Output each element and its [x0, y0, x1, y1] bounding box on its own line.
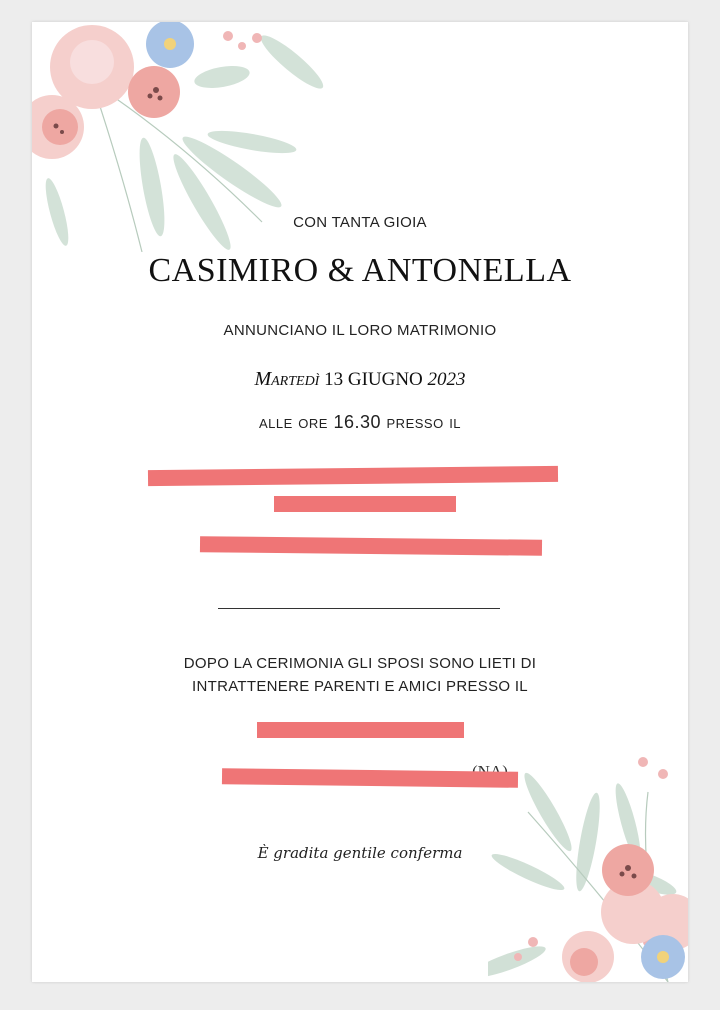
intro-text: CON TANTA GIOIA [293, 214, 427, 231]
time-suffix: presso il [386, 412, 462, 432]
invitation-card [32, 22, 688, 982]
reception-text-line2: INTRATTENERE PARENTI E AMICI PRESSO IL [192, 678, 528, 695]
date-day-month: 13 GIUGNO [324, 369, 423, 390]
rsvp-text: È gradita gentile conferma [257, 844, 463, 862]
redaction-bar [148, 466, 558, 486]
ceremony-time [32, 412, 688, 433]
redaction-bar [257, 722, 464, 738]
time-prefix: alle ore [258, 412, 328, 432]
redaction-bar [222, 768, 518, 788]
redaction-bar [274, 496, 456, 512]
reception-text-line1: DOPO LA CERIMONIA GLI SPOSI SONO LIETI DI [183, 655, 537, 672]
redaction-bar [200, 536, 542, 556]
wedding-date [32, 368, 688, 391]
date-year: 2023 [427, 369, 466, 390]
announcement-text: ANNUNCIANO IL LORO MATRIMONIO [223, 322, 497, 339]
section-divider [218, 608, 500, 609]
time-value: 16.30 [333, 412, 381, 432]
floral-decoration-bottom-right-icon [488, 752, 688, 982]
couple-names: CASIMIRO & ANTONELLA [148, 252, 572, 289]
date-weekday: Martedì [254, 368, 320, 390]
